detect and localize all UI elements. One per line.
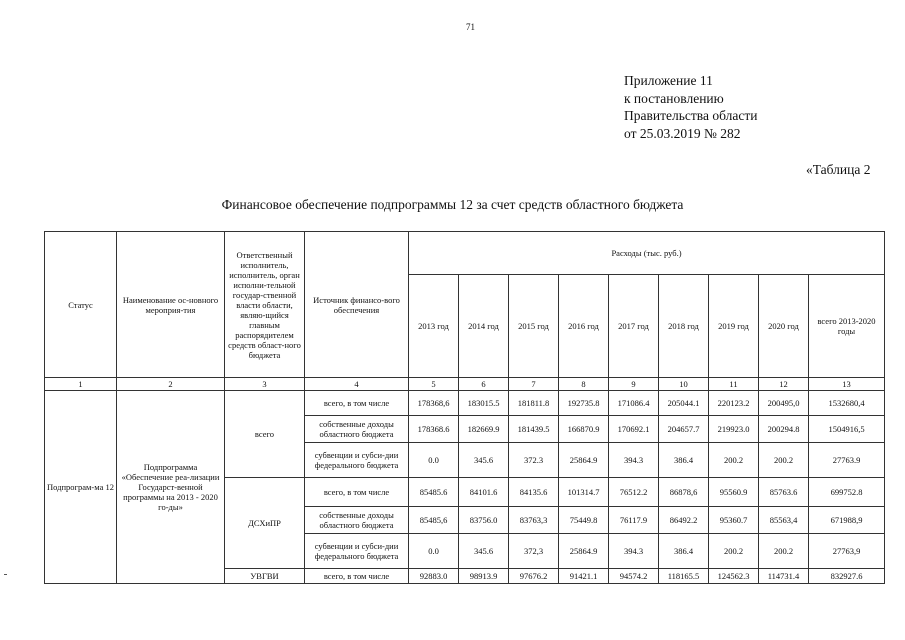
value-cell: 0.0 bbox=[409, 534, 459, 569]
scan-margin-mark bbox=[4, 574, 7, 575]
value-cell: 386.4 bbox=[659, 443, 709, 478]
column-number: 9 bbox=[609, 378, 659, 391]
value-cell: 200.2 bbox=[759, 443, 809, 478]
header-status: Статус bbox=[45, 232, 117, 378]
value-cell: 25864.9 bbox=[559, 534, 609, 569]
header-row-1 bbox=[45, 232, 885, 275]
program-name-cell: Подпрограмма «Обеспечение реа-лизации Государст-венной программы на 2013 - 2020 го-ды» bbox=[117, 391, 225, 584]
value-cell: 182669.9 bbox=[459, 416, 509, 443]
value-cell: 101314.7 bbox=[559, 478, 609, 507]
financing-table bbox=[44, 231, 885, 584]
column-number: 1 bbox=[45, 378, 117, 391]
source-cell: всего, в том числе bbox=[305, 478, 409, 507]
value-cell: 220123.2 bbox=[709, 391, 759, 416]
column-number: 10 bbox=[659, 378, 709, 391]
header-total: всего 2013-2020 годы bbox=[809, 275, 885, 378]
value-cell: 85485.6 bbox=[409, 478, 459, 507]
value-cell: 200.2 bbox=[709, 443, 759, 478]
page-number: 71 bbox=[466, 22, 475, 32]
document-title: Финансовое обеспечение подпрограммы 12 за счет средств областного бюджета bbox=[221, 197, 684, 212]
value-cell: 76512.2 bbox=[609, 478, 659, 507]
column-number: 11 bbox=[709, 378, 759, 391]
value-cell: 166870.9 bbox=[559, 416, 609, 443]
value-cell: 200.2 bbox=[759, 534, 809, 569]
value-cell: 170692.1 bbox=[609, 416, 659, 443]
total-cell: 832927.6 bbox=[809, 569, 885, 584]
header-name: Наименование ос-новного мероприя-тия bbox=[117, 232, 225, 378]
value-cell: 200495,0 bbox=[759, 391, 809, 416]
source-cell: субвенции и субси-дии федерального бюджета bbox=[305, 534, 409, 569]
value-cell: 219923.0 bbox=[709, 416, 759, 443]
appendix-line-4: от 25.03.2019 № 282 bbox=[624, 125, 741, 141]
value-cell: 372,3 bbox=[509, 534, 559, 569]
value-cell: 86492.2 bbox=[659, 507, 709, 534]
value-cell: 85763.6 bbox=[759, 478, 809, 507]
header-source: Источник финансо-вого обеспечения bbox=[305, 232, 409, 378]
value-cell: 386.4 bbox=[659, 534, 709, 569]
appendix-line-1: Приложение 11 bbox=[624, 73, 713, 88]
source-cell: собственные доходы областного бюджета bbox=[305, 507, 409, 534]
table-label: «Таблица 2 bbox=[806, 162, 871, 177]
value-cell: 192735.8 bbox=[559, 391, 609, 416]
column-number: 6 bbox=[459, 378, 509, 391]
value-cell: 204657.7 bbox=[659, 416, 709, 443]
value-cell: 183015.5 bbox=[459, 391, 509, 416]
value-cell: 372.3 bbox=[509, 443, 559, 478]
value-cell: 178368,6 bbox=[409, 391, 459, 416]
value-cell: 178368.6 bbox=[409, 416, 459, 443]
column-number: 13 bbox=[809, 378, 885, 391]
value-cell: 91421.1 bbox=[559, 569, 609, 584]
header-responsible: Ответственный исполнитель, исполнитель, орган исполни-тельной государ-ственной власти области, являю-щийся главным распорядителем средств област-ного бюджета bbox=[225, 232, 305, 378]
header-year: 2015 год bbox=[509, 275, 559, 378]
value-cell: 200.2 bbox=[709, 534, 759, 569]
value-cell: 92883.0 bbox=[409, 569, 459, 584]
value-cell: 75449.8 bbox=[559, 507, 609, 534]
value-cell: 25864.9 bbox=[559, 443, 609, 478]
value-cell: 181439.5 bbox=[509, 416, 559, 443]
column-number: 5 bbox=[409, 378, 459, 391]
header-year: 2017 год bbox=[609, 275, 659, 378]
value-cell: 85485,6 bbox=[409, 507, 459, 534]
value-cell: 85563,4 bbox=[759, 507, 809, 534]
value-cell: 345.6 bbox=[459, 534, 509, 569]
column-number: 3 bbox=[225, 378, 305, 391]
source-cell: всего, в том числе bbox=[305, 569, 409, 584]
source-cell: субвенции и субси-дии федерального бюджета bbox=[305, 443, 409, 478]
table-row bbox=[45, 391, 885, 416]
value-cell: 86878,6 bbox=[659, 478, 709, 507]
source-cell: собственные доходы областного бюджета bbox=[305, 416, 409, 443]
responsible-cell: УВГВИ bbox=[225, 569, 305, 584]
value-cell: 394.3 bbox=[609, 534, 659, 569]
responsible-cell: всего bbox=[225, 391, 305, 478]
value-cell: 181811.8 bbox=[509, 391, 559, 416]
header-year: 2014 год bbox=[459, 275, 509, 378]
value-cell: 94574.2 bbox=[609, 569, 659, 584]
header-year: 2020 год bbox=[759, 275, 809, 378]
responsible-cell: ДСХиПР bbox=[225, 478, 305, 569]
total-cell: 671988,9 bbox=[809, 507, 885, 534]
value-cell: 95560.9 bbox=[709, 478, 759, 507]
value-cell: 114731.4 bbox=[759, 569, 809, 584]
appendix-note bbox=[624, 72, 757, 142]
source-cell: всего, в том числе bbox=[305, 391, 409, 416]
value-cell: 0.0 bbox=[409, 443, 459, 478]
appendix-line-3: Правительства области bbox=[624, 108, 758, 123]
header-year: 2019 год bbox=[709, 275, 759, 378]
total-cell: 27763.9 bbox=[809, 443, 885, 478]
column-number: 7 bbox=[509, 378, 559, 391]
value-cell: 118165.5 bbox=[659, 569, 709, 584]
value-cell: 84135.6 bbox=[509, 478, 559, 507]
value-cell: 171086.4 bbox=[609, 391, 659, 416]
header-year: 2016 год bbox=[559, 275, 609, 378]
column-number: 4 bbox=[305, 378, 409, 391]
value-cell: 97676.2 bbox=[509, 569, 559, 584]
value-cell: 83756.0 bbox=[459, 507, 509, 534]
column-number: 2 bbox=[117, 378, 225, 391]
value-cell: 83763,3 bbox=[509, 507, 559, 534]
total-cell: 1532680,4 bbox=[809, 391, 885, 416]
column-number-row bbox=[45, 378, 885, 391]
header-expenses: Расходы (тыс. руб.) bbox=[409, 232, 885, 275]
value-cell: 345.6 bbox=[459, 443, 509, 478]
value-cell: 394.3 bbox=[609, 443, 659, 478]
value-cell: 95360.7 bbox=[709, 507, 759, 534]
value-cell: 76117.9 bbox=[609, 507, 659, 534]
total-cell: 27763,9 bbox=[809, 534, 885, 569]
value-cell: 84101.6 bbox=[459, 478, 509, 507]
total-cell: 699752.8 bbox=[809, 478, 885, 507]
value-cell: 124562.3 bbox=[709, 569, 759, 584]
value-cell: 205044.1 bbox=[659, 391, 709, 416]
value-cell: 200294.8 bbox=[759, 416, 809, 443]
column-number: 12 bbox=[759, 378, 809, 391]
header-year: 2013 год bbox=[409, 275, 459, 378]
status-cell: Подпрограм-ма 12 bbox=[45, 391, 117, 584]
column-number: 8 bbox=[559, 378, 609, 391]
total-cell: 1504916,5 bbox=[809, 416, 885, 443]
value-cell: 98913.9 bbox=[459, 569, 509, 584]
appendix-line-2: к постановлению bbox=[624, 90, 724, 106]
header-year: 2018 год bbox=[659, 275, 709, 378]
